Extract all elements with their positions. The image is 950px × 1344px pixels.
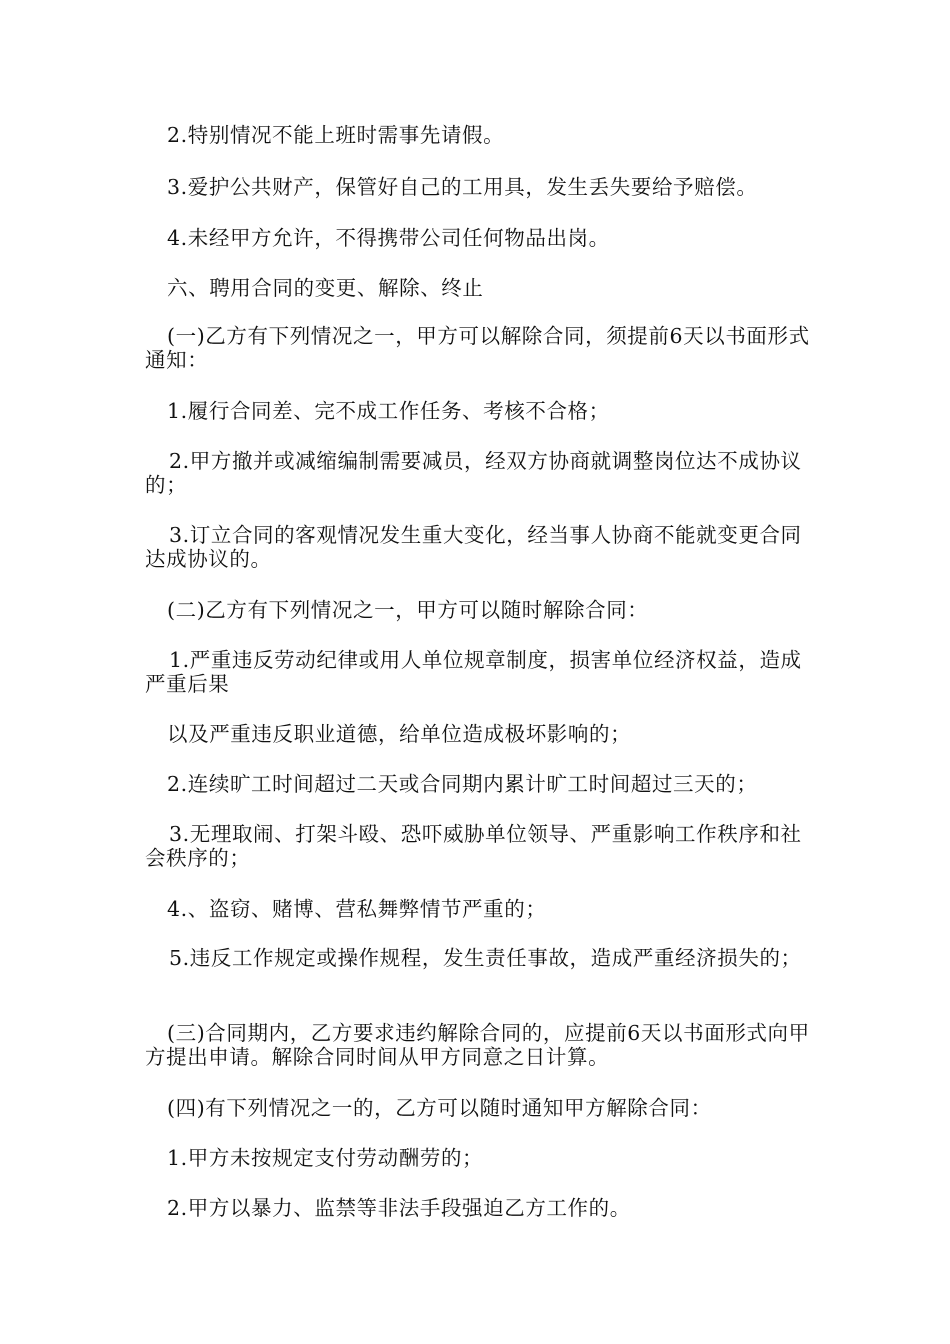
clause-2-item-5: 5.违反工作规定或操作规程，发生责任事故，造成严重经济损失的；	[169, 946, 802, 970]
clause-2-intro: (二)乙方有下列情况之一，甲方可以随时解除合同：	[167, 598, 649, 622]
clause-2-item-4: 4.、盗窃、赌博、营私舞弊情节严重的；	[167, 897, 547, 921]
paragraph-3: 4.未经甲方允许，不得携带公司任何物品出岗。	[167, 226, 610, 250]
clause-1-item-1: 1.履行合同差、完不成工作任务、考核不合格；	[167, 399, 610, 423]
clause-1-item-2: 2.甲方撤并或减缩编制需要减员，经双方协商就调整岗位达不成协议的；	[145, 449, 802, 497]
clause-1-item-3: 3.订立合同的客观情况发生重大变化，经当事人协商不能就变更合同达成协议的。	[145, 523, 802, 571]
clause-4-item-2: 2.甲方以暴力、监禁等非法手段强迫乙方工作的。	[167, 1196, 631, 1220]
clause-2-item-2: 2.连续旷工时间超过二天或合同期内累计旷工时间超过三天的；	[167, 772, 758, 796]
clause-4-item-1: 1.甲方未按规定支付劳动酬劳的；	[167, 1146, 484, 1170]
clause-2-item-1: 1.严重违反劳动纪律或用人单位规章制度，损害单位经济权益，造成严重后果	[145, 648, 802, 696]
section-heading: 六、聘用合同的变更、解除、终止	[167, 276, 484, 300]
clause-2-item-1-continued: 以及严重违反职业道德，给单位造成极坏影响的；	[167, 722, 632, 746]
clause-2-item-3: 3.无理取闹、打架斗殴、恐吓威胁单位领导、严重影响工作秩序和社会秩序的；	[145, 822, 802, 870]
clause-3: (三)合同期内，乙方要求违约解除合同的，应提前6天以书面形式向甲方提出申请。解除合同时间从甲方同意之日计算。	[145, 1021, 810, 1069]
clause-1-intro: (一)乙方有下列情况之一，甲方可以解除合同，须提前6天以书面形式通知：	[145, 324, 810, 372]
paragraph-1: 2.特别情况不能上班时需事先请假。	[167, 123, 505, 147]
clause-4-intro: (四)有下列情况之一的，乙方可以随时通知甲方解除合同：	[167, 1096, 712, 1120]
paragraph-2: 3.爱护公共财产，保管好自己的工用具，发生丢失要给予赔偿。	[167, 175, 758, 199]
